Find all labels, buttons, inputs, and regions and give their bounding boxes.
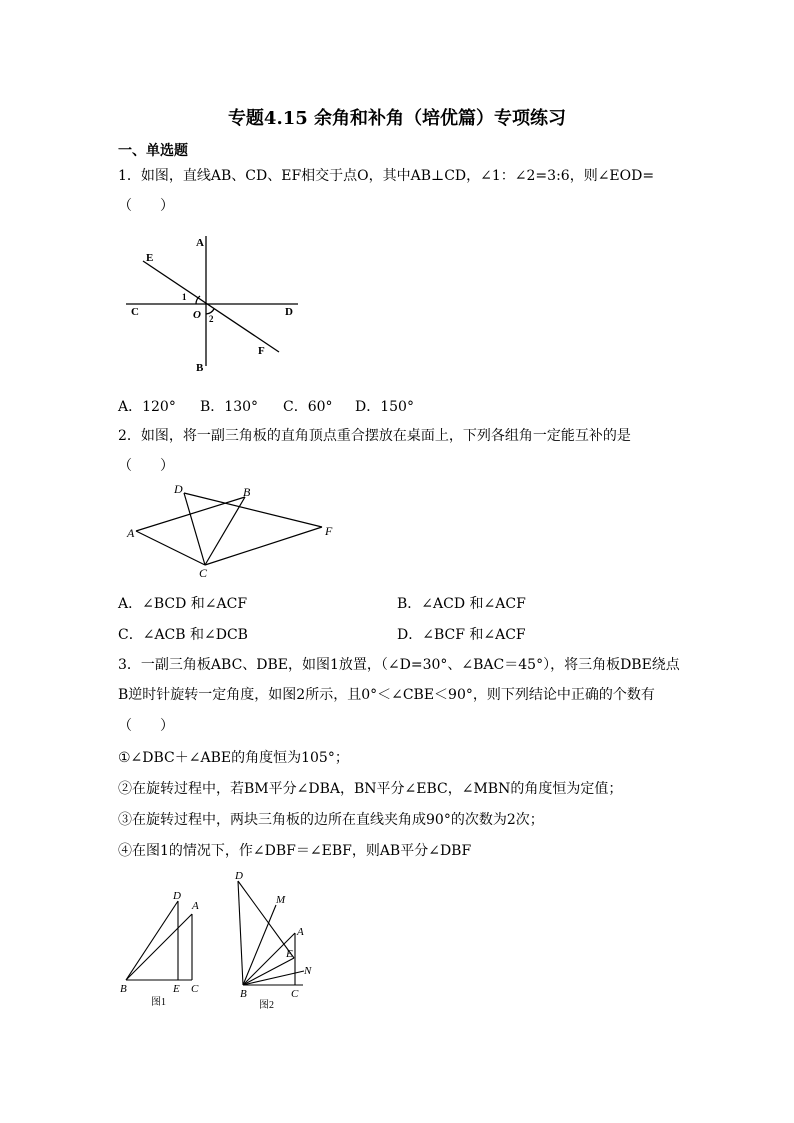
q3-fig2-label-d: D	[235, 870, 243, 882]
q1-label-f: F	[258, 345, 265, 357]
q1-answer-paren: （ ）	[118, 198, 174, 214]
q1-option-b[interactable]: B．130°	[200, 399, 259, 415]
q2-label-b: B	[243, 485, 251, 499]
q1-angle-1: 1	[182, 292, 187, 302]
q1-label-a: A	[196, 237, 204, 249]
q3-fig2-label-b: B	[240, 988, 247, 1000]
q3-fig2-label-c: C	[291, 988, 299, 1000]
q2-answer-paren: （ ）	[118, 458, 174, 474]
q3-fig2-label-m: M	[276, 894, 286, 906]
q2-label-c: C	[199, 566, 208, 580]
q2-option-c[interactable]: C．∠ACB 和∠DCB	[118, 627, 248, 643]
q3-statement-3: ③在旋转过程中，两块三角板的边所在直线夹角成90°的次数为2次；	[118, 812, 544, 828]
q3-fig1-label-d: D	[173, 890, 181, 902]
q3-fig2-label-a: A	[297, 926, 304, 938]
q2-label-d: D	[174, 482, 183, 496]
q3-fig1-label-c: C	[191, 983, 199, 995]
q3-fig1-label-a: A	[192, 900, 199, 912]
q3-fig1-caption: 图1	[151, 997, 166, 1008]
page-title: 专题4.15 余角和补角（培优篇）专项练习	[227, 108, 567, 129]
q1-label-o: O	[193, 309, 201, 321]
q1-angle-2: 2	[209, 314, 214, 324]
q3-fig1-label-e: E	[173, 983, 180, 995]
q2-option-d[interactable]: D．∠BCF 和∠ACF	[397, 627, 526, 643]
q1-label-d: D	[285, 306, 293, 318]
q3-stem-line1: 3．一副三角板ABC、DBE，如图1放置，（∠D=30°、∠BAC＝45°），将三角板DBE绕点	[118, 657, 680, 673]
q1-label-e: E	[146, 252, 154, 264]
q3-statement-1: ①∠DBC＋∠ABE的角度恒为105°；	[118, 750, 349, 766]
section-heading: 一、单选题	[118, 143, 188, 159]
q2-option-b[interactable]: B．∠ACD 和∠ACF	[397, 596, 526, 612]
q3-fig2-label-e: E	[286, 948, 293, 960]
q3-statement-4: ④在图1的情况下，作∠DBF＝∠EBF，则AB平分∠DBF	[118, 843, 472, 859]
q3-fig2-caption: 图2	[259, 1000, 274, 1011]
q3-stem-line2: B逆时针旋转一定角度，如图2所示，且0°＜∠CBE＜90°，则下列结论中正确的个数有	[118, 687, 655, 703]
q2-label-f: F	[325, 524, 333, 538]
q1-label-c: C	[131, 306, 139, 318]
q1-stem: 1．如图，直线AB、CD、EF相交于点O，其中AB⊥CD，∠1：∠2=3:6，则∠EOD=	[118, 168, 655, 184]
q2-label-a: A	[127, 526, 135, 540]
q3-statement-2: ②在旋转过程中，若BM平分∠DBA，BN平分∠EBC，∠MBN的角度恒为定值；	[118, 781, 623, 797]
q1-label-b: B	[196, 362, 204, 374]
q3-fig1-label-b: B	[120, 983, 127, 995]
q1-option-d[interactable]: D．150°	[355, 399, 414, 415]
q3-answer-paren: （ ）	[118, 718, 174, 734]
q1-option-a[interactable]: A．120°	[118, 399, 176, 415]
q1-option-c[interactable]: C．60°	[283, 399, 333, 415]
q3-fig2-label-n: N	[304, 965, 312, 977]
q2-stem: 2．如图，将一副三角板的直角顶点重合摆放在桌面上，下列各组角一定能互补的是	[118, 428, 631, 444]
q2-option-a[interactable]: A．∠BCD 和∠ACF	[118, 596, 248, 612]
